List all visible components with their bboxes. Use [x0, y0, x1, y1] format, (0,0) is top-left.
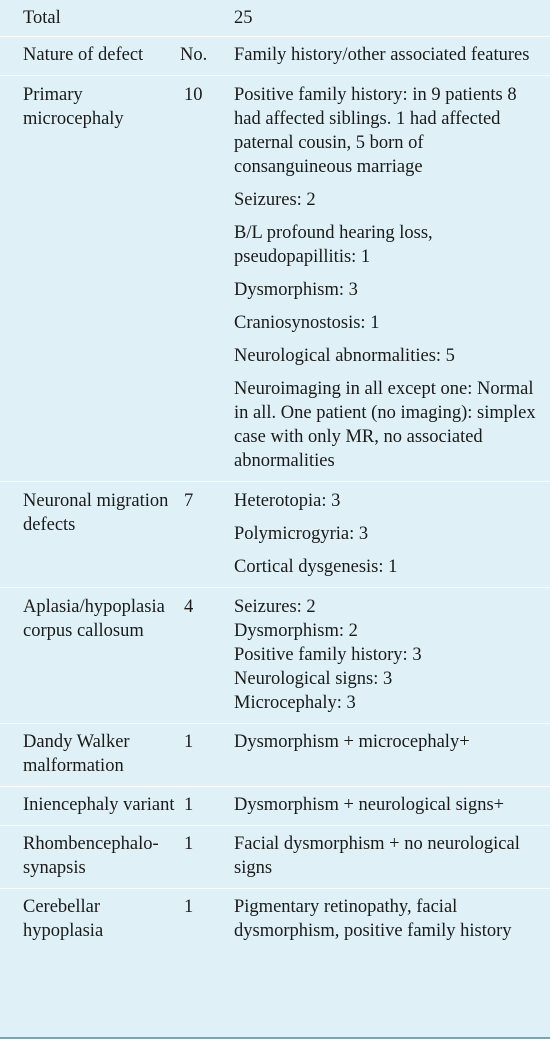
row-no: 10 [184, 85, 203, 105]
history-entry: Seizures: 2 [234, 597, 316, 617]
header-no: No. [180, 45, 208, 65]
history-entry: Positive family history: 3 [234, 645, 422, 665]
history-entry: Microcephaly: 3 [234, 693, 356, 713]
row-nature: Neuronal migration defects [23, 491, 169, 535]
row-nature: Primary microcephaly [23, 85, 124, 129]
row-no: 4 [184, 597, 194, 617]
table-row [0, 826, 550, 889]
history-entry: Dysmorphism + microcephaly+ [234, 732, 470, 752]
table-row [0, 889, 550, 951]
history-entry: Positive family history: in 9 patients 8 had affected siblings. 1 had affected paternal cousin, 5 born of consanguineous marriage [234, 85, 517, 177]
row-history [234, 730, 550, 778]
row-no: 1 [184, 897, 194, 917]
history-entry: Polymicrogyria: 3 [234, 524, 369, 544]
row-history [234, 83, 550, 473]
row-history [234, 595, 550, 715]
history-entry: Cortical dysgenesis: 1 [234, 557, 398, 577]
total-row [0, 0, 550, 37]
header-nature: Nature of defect [23, 45, 144, 65]
row-no: 7 [184, 491, 194, 511]
row-nature: Iniencephaly variant [23, 795, 175, 815]
history-entry: Dysmorphism: 2 [234, 621, 358, 641]
history-entry: Dysmorphism + neurological signs+ [234, 795, 505, 815]
row-nature: Dandy Walker malformation [23, 732, 130, 776]
table-row [0, 724, 550, 787]
row-no: 1 [184, 732, 194, 752]
row-nature: Aplasia/hypoplasia corpus callosum [23, 597, 165, 641]
history-entry: Neuroimaging in all except one: Normal in all. One patient (no imaging): simplex case with only MR, no associated abnormalities [234, 379, 536, 471]
row-nature: Cerebellar hypoplasia [23, 897, 104, 941]
row-no: 1 [184, 795, 194, 815]
history-entry: Seizures: 2 [234, 190, 316, 210]
history-entry: Dysmorphism: 3 [234, 280, 358, 300]
total-value: 25 [234, 8, 253, 28]
history-entry: Craniosynostosis: 1 [234, 313, 380, 333]
row-history [234, 489, 550, 579]
row-history [234, 793, 550, 817]
header-row [0, 37, 550, 76]
row-no: 1 [184, 834, 194, 854]
history-entry: Heterotopia: 3 [234, 491, 341, 511]
history-entry: Neurological signs: 3 [234, 669, 393, 689]
table-row [0, 787, 550, 826]
history-entry: Neurological abnormalities: 5 [234, 346, 455, 366]
row-history [234, 832, 550, 880]
history-entry: Facial dysmorphism + no neurological signs [234, 834, 520, 878]
header-history: Family history/other associated features [234, 45, 530, 65]
history-entry: Pigmentary retinopathy, facial dysmorphism, positive family history [234, 897, 512, 941]
row-history [234, 895, 550, 943]
history-entry: B/L profound hearing loss, pseudopapillitis: 1 [234, 223, 433, 267]
table-row [0, 482, 550, 588]
row-nature: Rhombencephalo-synapsis [23, 834, 159, 878]
table-row [0, 588, 550, 724]
total-label: Total [23, 8, 61, 28]
table-row [0, 76, 550, 482]
